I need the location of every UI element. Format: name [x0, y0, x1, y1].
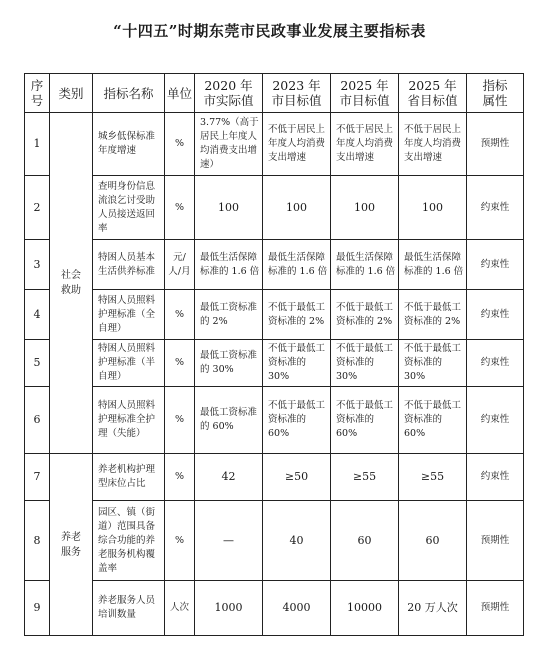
unit: %	[165, 454, 195, 501]
value-2025-city: 不低于最低工资标准的 2%	[331, 290, 399, 340]
value-2020: 最低工资标准的 2%	[195, 290, 263, 340]
row-seq: 5	[25, 340, 50, 387]
row-seq: 4	[25, 290, 50, 340]
value-2023: 不低于最低工资标准的 30%	[263, 340, 331, 387]
attribute: 约束性	[467, 290, 524, 340]
row-seq: 6	[25, 387, 50, 454]
page-title: “十四五”时期东莞市民政事业发展主要指标表	[113, 22, 426, 40]
value-2020: 3.77%（高于居民上年度人均消费支出增速）	[195, 113, 263, 176]
table-row	[25, 581, 524, 636]
unit: %	[165, 340, 195, 387]
unit: %	[165, 290, 195, 340]
value-2020: 最低工资标准的 30%	[195, 340, 263, 387]
attribute: 预期性	[467, 501, 524, 581]
indicator-name: 特困人员照料护理标准（全自理）	[93, 290, 165, 340]
unit: 元/人/月	[165, 240, 195, 290]
row-seq: 3	[25, 240, 50, 290]
table-header-row	[25, 74, 524, 113]
attribute: 预期性	[467, 581, 524, 636]
value-2025-prov: 60	[399, 501, 467, 581]
header-name: 指标名称	[93, 74, 165, 113]
table-row	[25, 113, 524, 176]
indicator-name: 养老服务人员培训数量	[93, 581, 165, 636]
value-2025-city: 不低于居民上年度人均消费支出增速	[331, 113, 399, 176]
value-2020: 42	[195, 454, 263, 501]
indicator-name: 城乡低保标准年度增速	[93, 113, 165, 176]
category-social-assistance: 社会 救助	[50, 113, 93, 454]
value-2023: 不低于居民上年度人均消费支出增速	[263, 113, 331, 176]
value-2025-city: 100	[331, 176, 399, 240]
header-seq: 序 号	[25, 74, 50, 113]
header-attribute: 指标 属性	[467, 74, 524, 113]
header-2020-actual: 2020 年 市实际值	[195, 74, 263, 113]
unit: %	[165, 501, 195, 581]
category-elderly-service: 养老 服务	[50, 454, 93, 636]
table-row	[25, 501, 524, 581]
value-2020: 最低工资标准的 60%	[195, 387, 263, 454]
table-row	[25, 240, 524, 290]
indicator-name: 园区、镇（街道）范围具备综合功能的养老服务机构覆盖率	[93, 501, 165, 581]
header-unit: 单位	[165, 74, 195, 113]
indicator-table	[24, 73, 524, 636]
value-2025-city: 不低于最低工资标准的 30%	[331, 340, 399, 387]
table-row	[25, 290, 524, 340]
row-seq: 7	[25, 454, 50, 501]
value-2020: 最低生活保障标准的 1.6 倍	[195, 240, 263, 290]
row-seq: 8	[25, 501, 50, 581]
value-2025-prov: 20 万人次	[399, 581, 467, 636]
header-2025-prov-target: 2025 年 省目标值	[399, 74, 467, 113]
unit: %	[165, 176, 195, 240]
value-2020: 100	[195, 176, 263, 240]
table-row	[25, 340, 524, 387]
attribute: 预期性	[467, 113, 524, 176]
unit: %	[165, 113, 195, 176]
value-2025-prov: 不低于最低工资标准的 60%	[399, 387, 467, 454]
unit: 人次	[165, 581, 195, 636]
value-2025-city: 10000	[331, 581, 399, 636]
value-2025-prov: 不低于居民上年度人均消费支出增速	[399, 113, 467, 176]
attribute: 约束性	[467, 176, 524, 240]
row-seq: 1	[25, 113, 50, 176]
indicator-name: 特困人员照料护理标准全护理（失能）	[93, 387, 165, 454]
value-2025-prov: 不低于最低工资标准的 30%	[399, 340, 467, 387]
value-2023: 不低于最低工资标准的 2%	[263, 290, 331, 340]
attribute: 约束性	[467, 240, 524, 290]
header-2023-target: 2023 年 市目标值	[263, 74, 331, 113]
header-2025-city-target: 2025 年 市目标值	[331, 74, 399, 113]
value-2025-city: ≥55	[331, 454, 399, 501]
value-2025-city: 不低于最低工资标准的 60%	[331, 387, 399, 454]
table-row	[25, 454, 524, 501]
unit: %	[165, 387, 195, 454]
value-2023: 不低于最低工资标准的 60%	[263, 387, 331, 454]
row-seq: 2	[25, 176, 50, 240]
indicator-name: 特困人员基本生活供养标准	[93, 240, 165, 290]
value-2023: ≥50	[263, 454, 331, 501]
value-2023: 最低生活保障标准的 1.6 倍	[263, 240, 331, 290]
attribute: 约束性	[467, 340, 524, 387]
table-row	[25, 387, 524, 454]
value-2020: —	[195, 501, 263, 581]
indicator-name: 查明身份信息流浪乞讨受助人员接送返回率	[93, 176, 165, 240]
value-2025-prov: 最低生活保障标准的 1.6 倍	[399, 240, 467, 290]
value-2020: 1000	[195, 581, 263, 636]
indicator-name: 养老机构护理型床位占比	[93, 454, 165, 501]
table-row	[25, 176, 524, 240]
value-2025-prov: ≥55	[399, 454, 467, 501]
value-2023: 4000	[263, 581, 331, 636]
value-2025-city: 60	[331, 501, 399, 581]
attribute: 约束性	[467, 387, 524, 454]
value-2025-city: 最低生活保障标准的 1.6 倍	[331, 240, 399, 290]
indicator-name: 特困人员照料护理标准（半自理）	[93, 340, 165, 387]
value-2025-prov: 100	[399, 176, 467, 240]
header-category: 类别	[50, 74, 93, 113]
value-2023: 40	[263, 501, 331, 581]
value-2023: 100	[263, 176, 331, 240]
row-seq: 9	[25, 581, 50, 636]
attribute: 约束性	[467, 454, 524, 501]
value-2025-prov: 不低于最低工资标准的 2%	[399, 290, 467, 340]
